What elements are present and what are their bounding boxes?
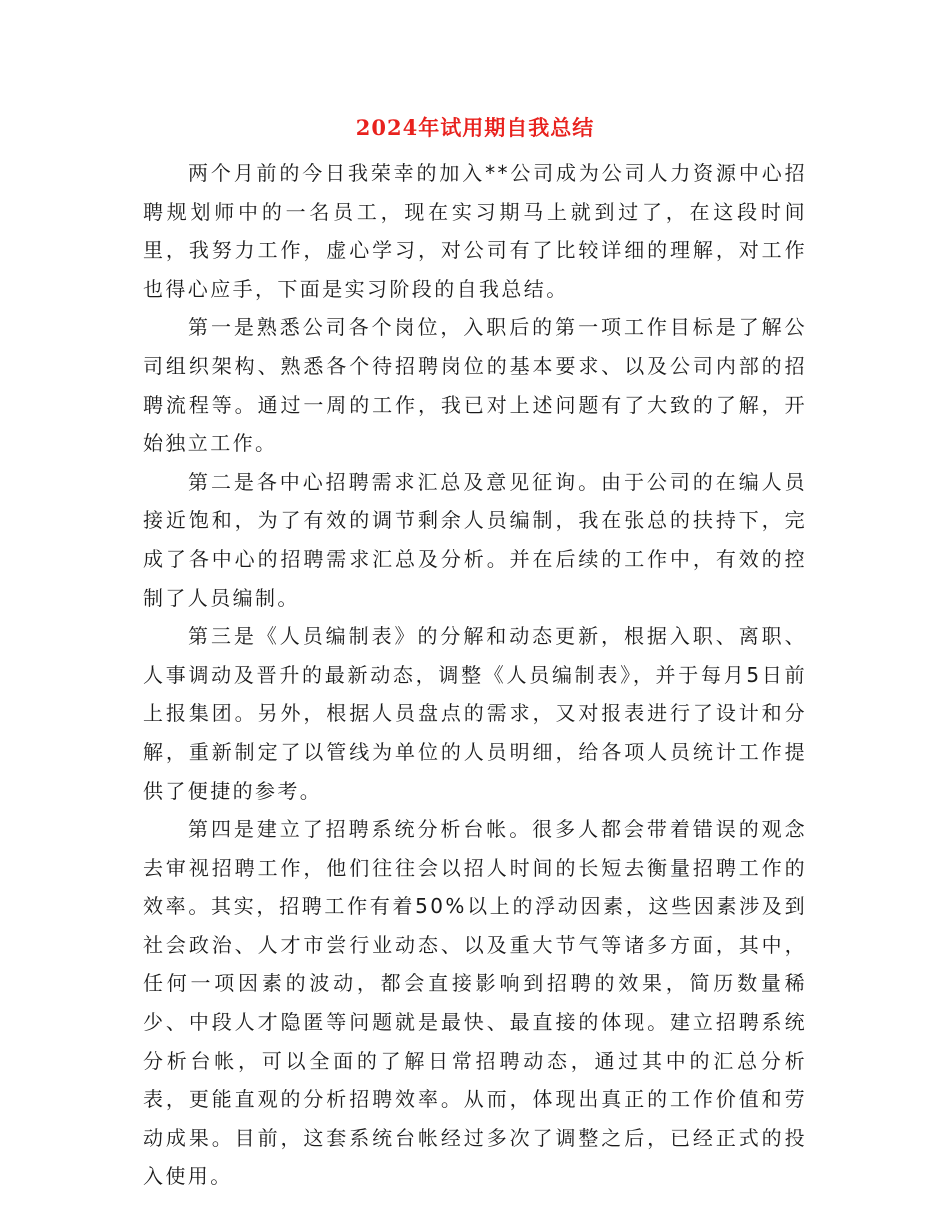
document-title: 2024年试用期自我总结 — [355, 115, 595, 140]
paragraph-fourth: 第四是建立了招聘系统分析台帐。很多人都会带着错误的观念去审视招聘工作，他们往往会以招人时间的长短去衡量招聘工作的效率。其实，招聘工作有着50%以上的浮动因素，这些因素涉及到社会政治、人才市尝行业动态、以及重大节气等诸多方面，其中，任何一项因素的波动，都会直接影响到招聘的效果，简历数量稀少、中段人才隐匿等问题就是最快、最直接的体现。建立招聘系统分析台帐，可以全面的了解日常招聘动态，通过其中的汇总分析表，更能直观的分析招聘效率。从而，体现出真正的工作价值和劳动成果。目前，这套系统台帐经过多次了调整之后，已经正式的投入使用。 — [143, 817, 807, 1189]
paragraph-intro: 两个月前的今日我荣幸的加入**公司成为公司人力资源中心招聘规划师中的一名员工，现在实习期马上就到过了，在这段时间里，我努力工作，虚心学习，对公司有了比较详细的理解，对工作也得心应手，下面是实习阶段的自我总结。 — [143, 161, 807, 301]
paragraph-first: 第一是熟悉公司各个岗位，入职后的第一项工作目标是了解公司组织架构、熟悉各个待招聘岗位的基本要求、以及公司内部的招聘流程等。通过一周的工作，我已对上述问题有了大致的了解，开始独立工作。 — [143, 315, 807, 456]
paragraph-second: 第二是各中心招聘需求汇总及意见征询。由于公司的在编人员接近饱和，为了有效的调节剩余人员编制，我在张总的扶持下，完成了各中心的招聘需求汇总及分析。并在后续的工作中，有效的控制了人员编制。 — [143, 469, 807, 610]
paragraph-third: 第三是《人员编制表》的分解和动态更新，根据入职、离职、人事调动及晋升的最新动态，调整《人员编制表》，并于每月5日前上报集团。另外，根据人员盘点的需求，又对报表进行了设计和分解，重新制定了以管线为单位的人员明细，给各项人员统计工作提供了便捷的参考。 — [143, 624, 807, 803]
document-body — [143, 154, 807, 1196]
